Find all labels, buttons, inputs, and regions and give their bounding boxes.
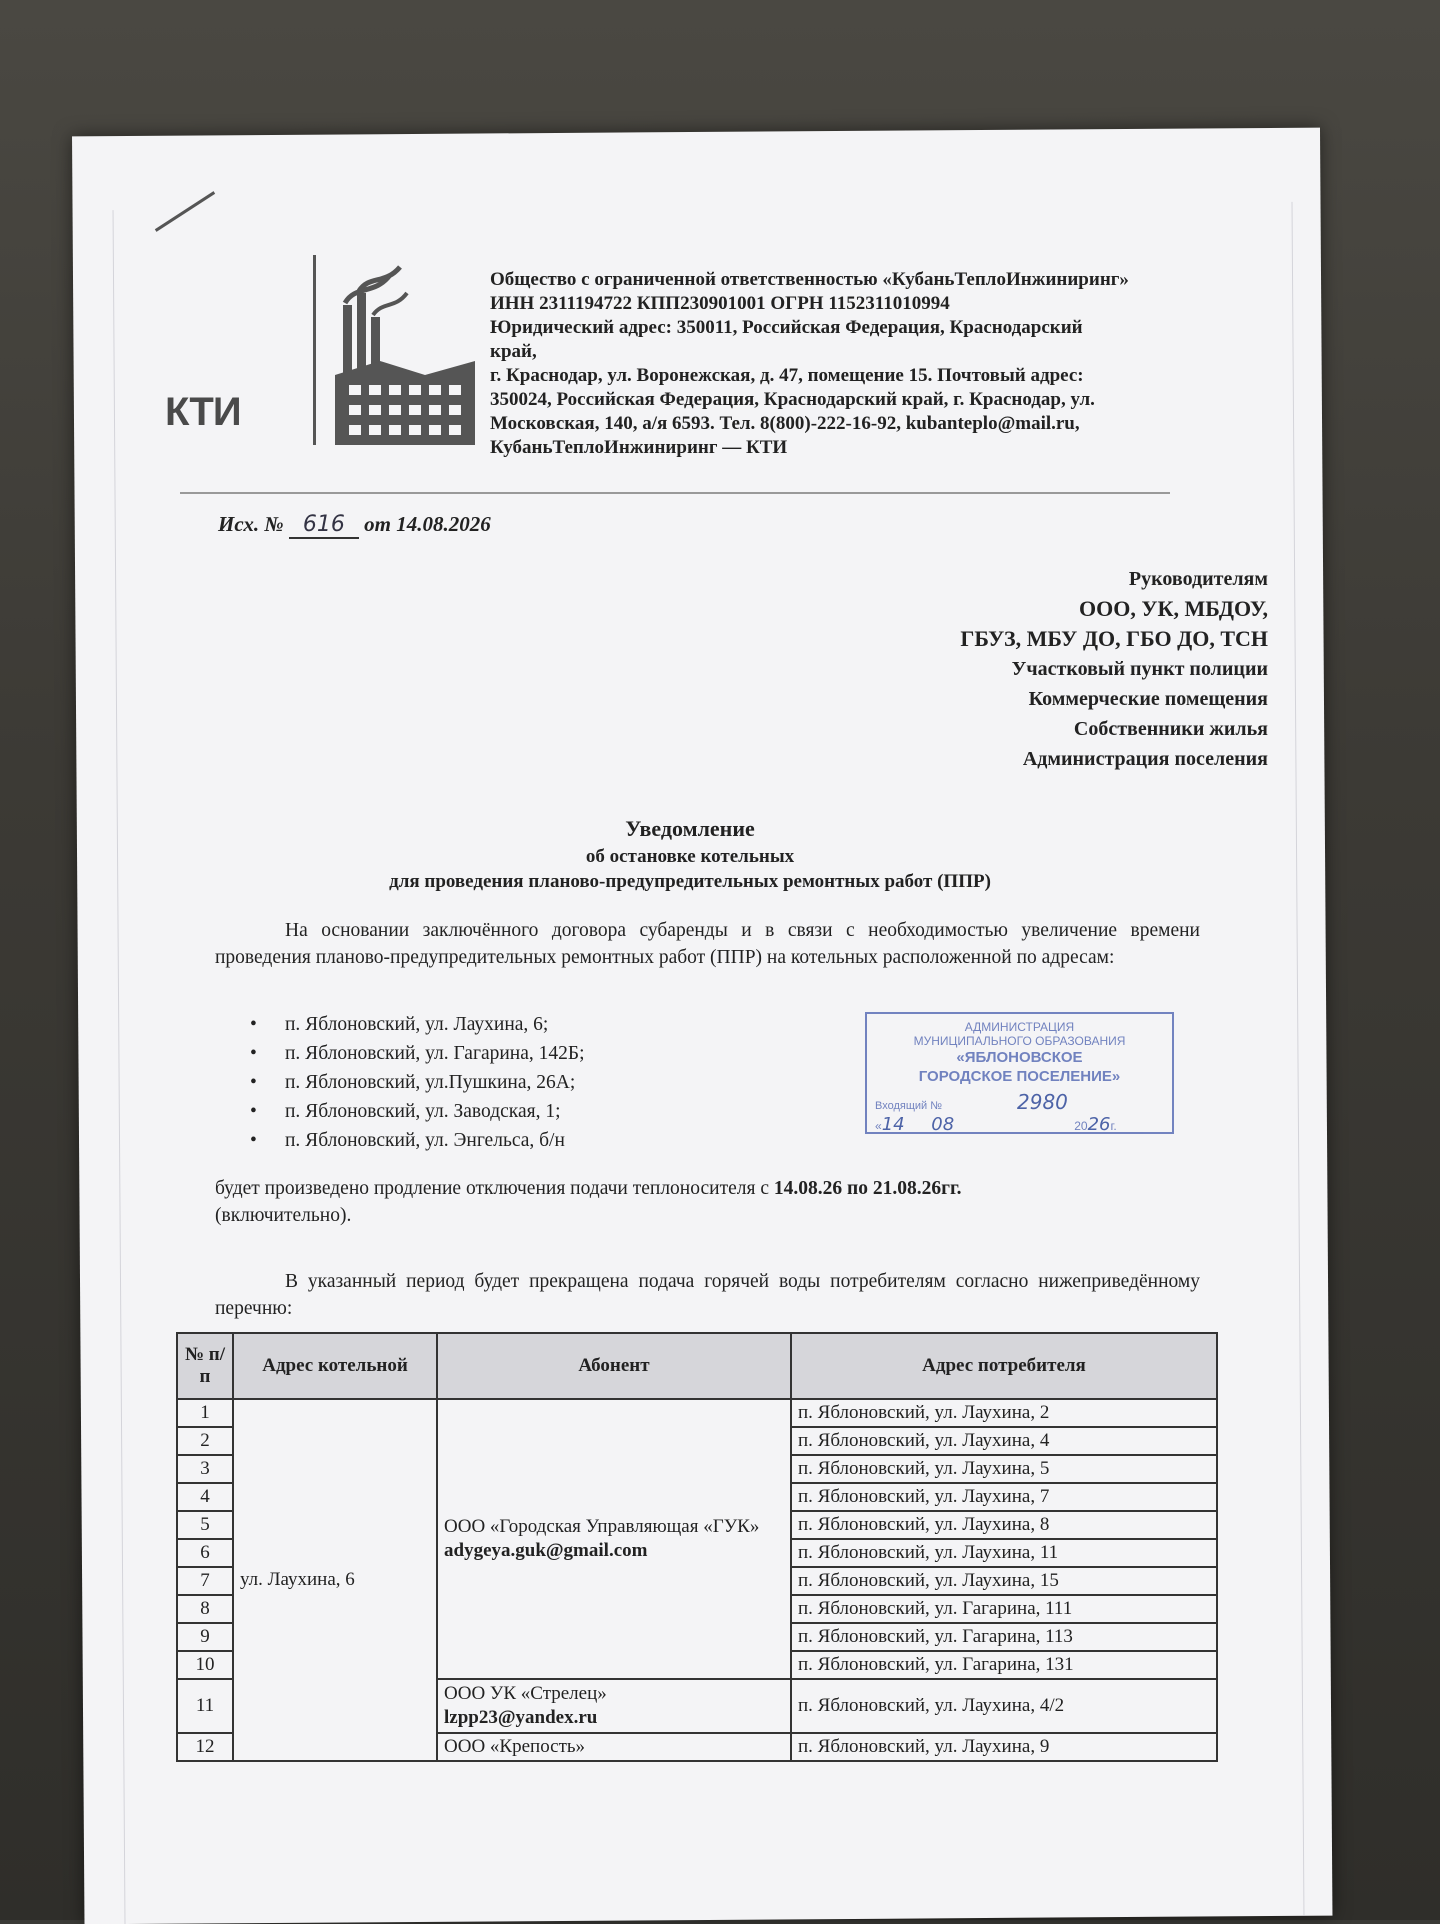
header-num: № п/п (177, 1333, 233, 1399)
stamp-date: «14 08 2026г. (875, 1114, 1117, 1135)
logo-divider (313, 255, 316, 445)
stamp-line: АДМИНИСТРАЦИЯ (964, 1020, 1075, 1034)
header-abonent: Абонент (437, 1333, 791, 1399)
company-header (490, 268, 1230, 460)
company-line: Московская, 140, а/я 6593. Тел. 8(800)-222-16-92, kubanteplo@mail.ru, (490, 413, 1080, 434)
abonent-cell: ООО «Городская Управляющая «ГУК» adygeya.guk@gmail.com (437, 1399, 791, 1679)
title-sub1: об остановке котельных (585, 846, 795, 867)
address-list (250, 1010, 585, 1155)
company-line: край, (490, 341, 537, 362)
consumers-table (176, 1332, 1218, 1762)
abonent-cell: ООО УК «Стрелец» lzpp23@yandex.ru (437, 1679, 791, 1733)
period-dates: 14.08.26 по 21.08.26гг. (773, 1178, 962, 1199)
table-row: 5 п. Яблоновский, ул. Лаухина, 8 (177, 1511, 1217, 1539)
table-header-row (177, 1333, 1217, 1399)
recipient-line: ГБУЗ, МБУ ДО, ГБО ДО, ТСН (960, 626, 1268, 651)
company-line: 350024, Российская Федерация, Краснодарский край, г. Краснодар, ул. (490, 389, 1095, 410)
paragraph-text: На основании заключённого договора субаренды и в связи с необходимостью увеличение времени проведения планово-предупредительных ремонтных работ (ППР) на котельных расположенной по адресам: (215, 920, 1200, 968)
table-row: 9 п. Яблоновский, ул. Гагарина, 113 (177, 1623, 1217, 1651)
company-logo (165, 255, 475, 450)
company-line: Общество с ограниченной ответственностью «КубаньТеплоИнжиниринг» (490, 269, 1129, 290)
incoming-stamp (865, 1012, 1174, 1134)
stamp-incoming-label: Входящий № (875, 1100, 943, 1112)
logo-text: КТИ (165, 390, 241, 434)
stamp-line: «ЯБЛОНОВСКОЕ (956, 1049, 1083, 1066)
table-row: 3 п. Яблоновский, ул. Лаухина, 5 (177, 1455, 1217, 1483)
ref-number: 616 (289, 512, 359, 539)
stamp-line: МУНИЦИПАЛЬНОГО ОБРАЗОВАНИЯ (913, 1034, 1126, 1048)
abonent-cell: ООО «Крепость» (437, 1733, 791, 1761)
list-item: • п. Яблоновский, ул.Пушкина, 26А; (250, 1072, 576, 1093)
title-main: Уведомление (625, 816, 755, 841)
notice-title (200, 814, 1180, 894)
header-divider (180, 492, 1170, 494)
company-line: г. Краснодар, ул. Воронежская, д. 47, помещение 15. Почтовый адрес: (490, 365, 1084, 386)
recipient-line: Собственники жилья (1073, 718, 1268, 740)
list-item: • п. Яблоновский, ул. Лаухина, 6; (250, 1014, 549, 1035)
recipients-block (960, 564, 1268, 774)
paragraph-hot-water: В указанный период будет прекращена подача горячей воды потребителям согласно нижеприведённому перечню: (215, 1271, 1200, 1319)
outgoing-reference (218, 512, 491, 539)
ref-prefix: Исх. № (218, 512, 284, 536)
table-row: 11 ООО УК «Стрелец» lzpp23@yandex.ru п. Яблоновский, ул. Лаухина, 4/2 (177, 1679, 1217, 1733)
abonent-email: adygeya.guk@gmail.com (444, 1540, 648, 1561)
abonent-email: lzpp23@yandex.ru (444, 1707, 598, 1728)
list-item: • п. Яблоновский, ул. Энгельса, б/н (250, 1130, 565, 1151)
table-row: 12 ООО «Крепость» п. Яблоновский, ул. Лаухина, 9 (177, 1733, 1217, 1761)
company-line: КубаньТеплоИнжиниринг — КТИ (490, 437, 788, 458)
recipient-line: Руководителям (1128, 568, 1268, 590)
recipient-line: Участковый пункт полиции (1011, 658, 1268, 680)
table-row: 4 п. Яблоновский, ул. Лаухина, 7 (177, 1483, 1217, 1511)
recipient-line: Администрация поселения (1022, 748, 1268, 770)
boiler-address: ул. Лаухина, 6 (233, 1399, 437, 1761)
title-sub2: для проведения планово-предупредительных ремонтных работ (ППР) (389, 871, 991, 892)
paragraph-basis (215, 917, 1200, 971)
table-row: 6 п. Яблоновский, ул. Лаухина, 11 (177, 1539, 1217, 1567)
stamp-incoming-number: 2980 (1017, 1090, 1068, 1114)
list-item: • п. Яблоновский, ул. Заводская, 1; (250, 1101, 561, 1122)
factory-icon (335, 265, 475, 445)
ref-date: от 14.08.2026 (364, 512, 491, 536)
company-line: Юридический адрес: 350011, Российская Федерация, Краснодарский (490, 317, 1083, 338)
table-row: 2 п. Яблоновский, ул. Лаухина, 4 (177, 1427, 1217, 1455)
company-line: ИНН 2311194722 КПП230901001 ОГРН 1152311010994 (490, 293, 950, 314)
table-row: 1 ул. Лаухина, 6 ООО «Городская Управляющая «ГУК» adygeya.guk@gmail.com п. Яблоновский, ул. Лаухина, 2 (177, 1399, 1217, 1427)
paragraph-period: будет произведено продление отключения подачи теплоносителя с 14.08.26 по 21.08.26гг. (включительно). (215, 1178, 962, 1226)
table-row: 7 п. Яблоновский, ул. Лаухина, 15 (177, 1567, 1217, 1595)
table-row: 10 п. Яблоновский, ул. Гагарина, 131 (177, 1651, 1217, 1679)
table-row: 8 п. Яблоновский, ул. Гагарина, 111 (177, 1595, 1217, 1623)
header-boiler: Адрес котельной (233, 1333, 437, 1399)
recipient-line: Коммерческие помещения (1028, 688, 1268, 710)
list-item: • п. Яблоновский, ул. Гагарина, 142Б; (250, 1043, 585, 1064)
header-consumer-address: Адрес потребителя (791, 1333, 1217, 1399)
stamp-line: ГОРОДСКОЕ ПОСЕЛЕНИЕ» (918, 1068, 1121, 1085)
recipient-line: ООО, УК, МБДОУ, (1079, 596, 1268, 621)
